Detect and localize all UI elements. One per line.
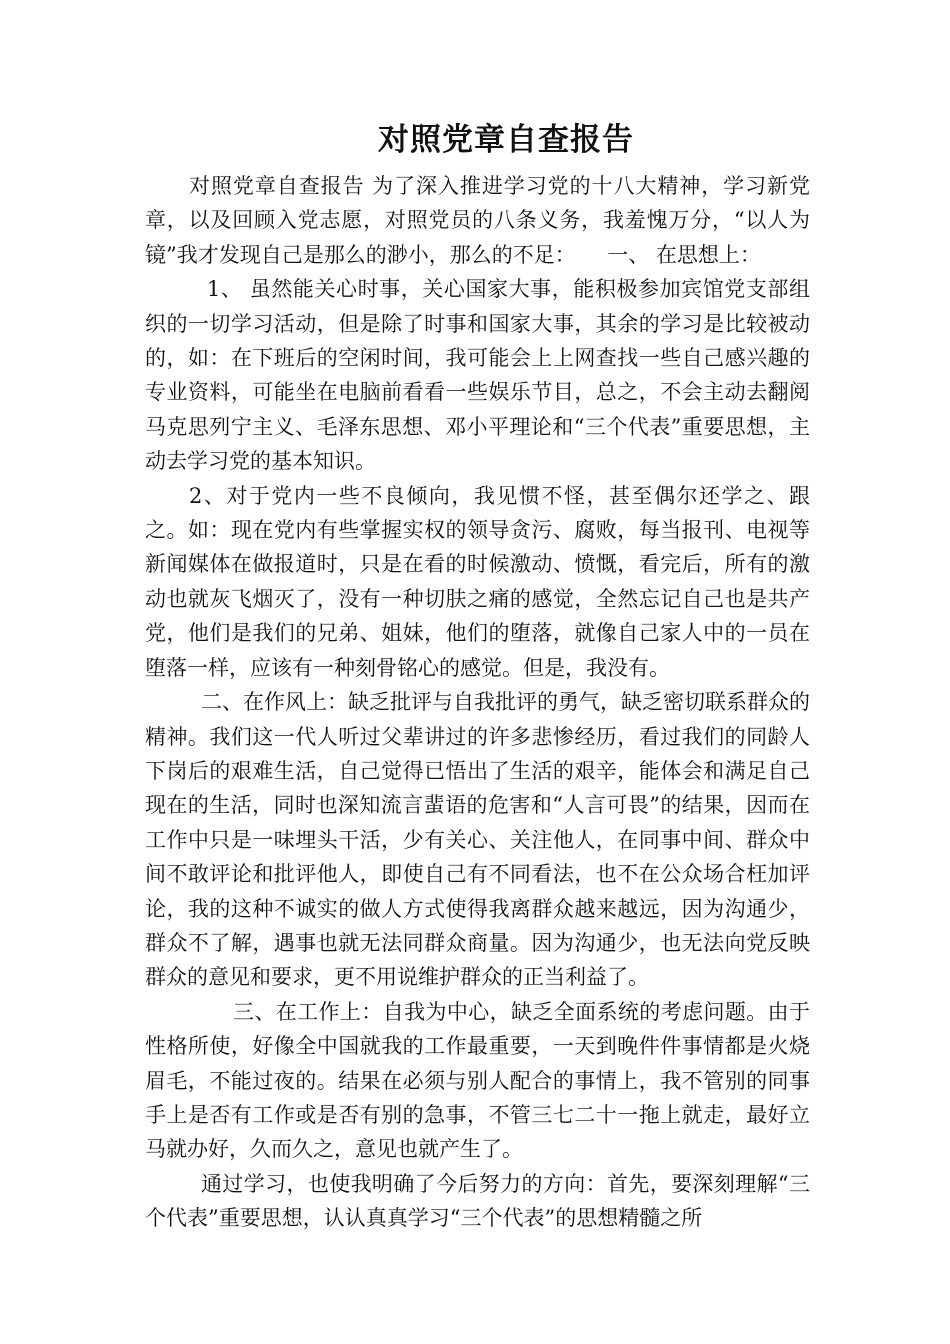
document-title: 对照党章自查报告 [378, 122, 634, 158]
paragraph-thought-1: 1、 虽然能关心时事，关心国家大事，能积极参加宾馆党支部组织的一切学习活动，但是除了时事和国家大事，其余的学习是比较被动的，如：在下班后的空闲时间，我可能会上上网查找一些自己感兴趣的专业资料，可能坐在电脑前看看一些娱乐节目，总之，不会主动去翻阅马克思列宁主义、毛泽东思想、邓小平理论和“三个代表”重要思想，主动去学习党的基本知识。 [145, 277, 810, 474]
document-body [145, 169, 810, 1236]
paragraph-direction: 通过学习，也使我明确了今后努力的方向：首先，要深刻理解“三个代表”重要思想，认认真真学习“三个代表”的思想精髓之所 [145, 1171, 810, 1231]
paragraph-work: 三、在工作上：自我为中心，缺乏全面系统的考虑问题。由于性格所使，好像全中国就我的工作最重要，一天到晚件件事情都是火烧眉毛，不能过夜的。结果在必须与别人配合的事情上，我不管别的同事手上是否有工作或是否有别的急事，不管三七二十一拖上就走，最好立马就办好，久而久之，意见也就产生了。 [145, 999, 810, 1162]
paragraph-thought-2: 2、对于党内一些不良倾向，我见惯不怪，甚至偶尔还学之、跟之。如：现在党内有些掌握实权的领导贪污、腐败，每当报刊、电视等新闻媒体在做报道时，只是在看的时候激动、愤慨，看完后，所有的激动也就灰飞烟灭了，没有一种切肤之痛的感觉，全然忘记自己也是共产党，他们是我们的兄弟、姐妹，他们的堕落，就像自己家人中的一员在堕落一样，应该有一种刻骨铭心的感觉。但是，我没有。 [145, 483, 810, 680]
paragraph-intro: 对照党章自查报告 为了深入推进学习党的十八大精神，学习新党章，以及回顾入党志愿，对照党员的八条义务，我羞愧万分，“以人为镜”我才发现自己是那么的渺小，那么的不足： 一、 在思想上： [145, 174, 810, 267]
paragraph-work-style: 二、在作风上：缺乏批评与自我批评的勇气，缺乏密切联系群众的精神。我们这一代人听过父辈讲过的许多悲惨经历，看过我们的同龄人下岗后的艰难生活，自己觉得已悟出了生活的艰辛，能体会和满足自己现在的生活，同时也深知流言蜚语的危害和“人言可畏”的结果，因而在工作中只是一味埋头干活，少有关心、关注他人，在同事中间、群众中间不敢评论和批评他人，即使自己有不同看法，也不在公众场合枉加评论，我的这种不诚实的做人方式使得我离群众越来越远，因为沟通少，群众不了解，遇事也就无法同群众商量。因为沟通少，也无法向党反映群众的意见和要求，更不用说维护群众的正当利益了。 [145, 690, 810, 990]
